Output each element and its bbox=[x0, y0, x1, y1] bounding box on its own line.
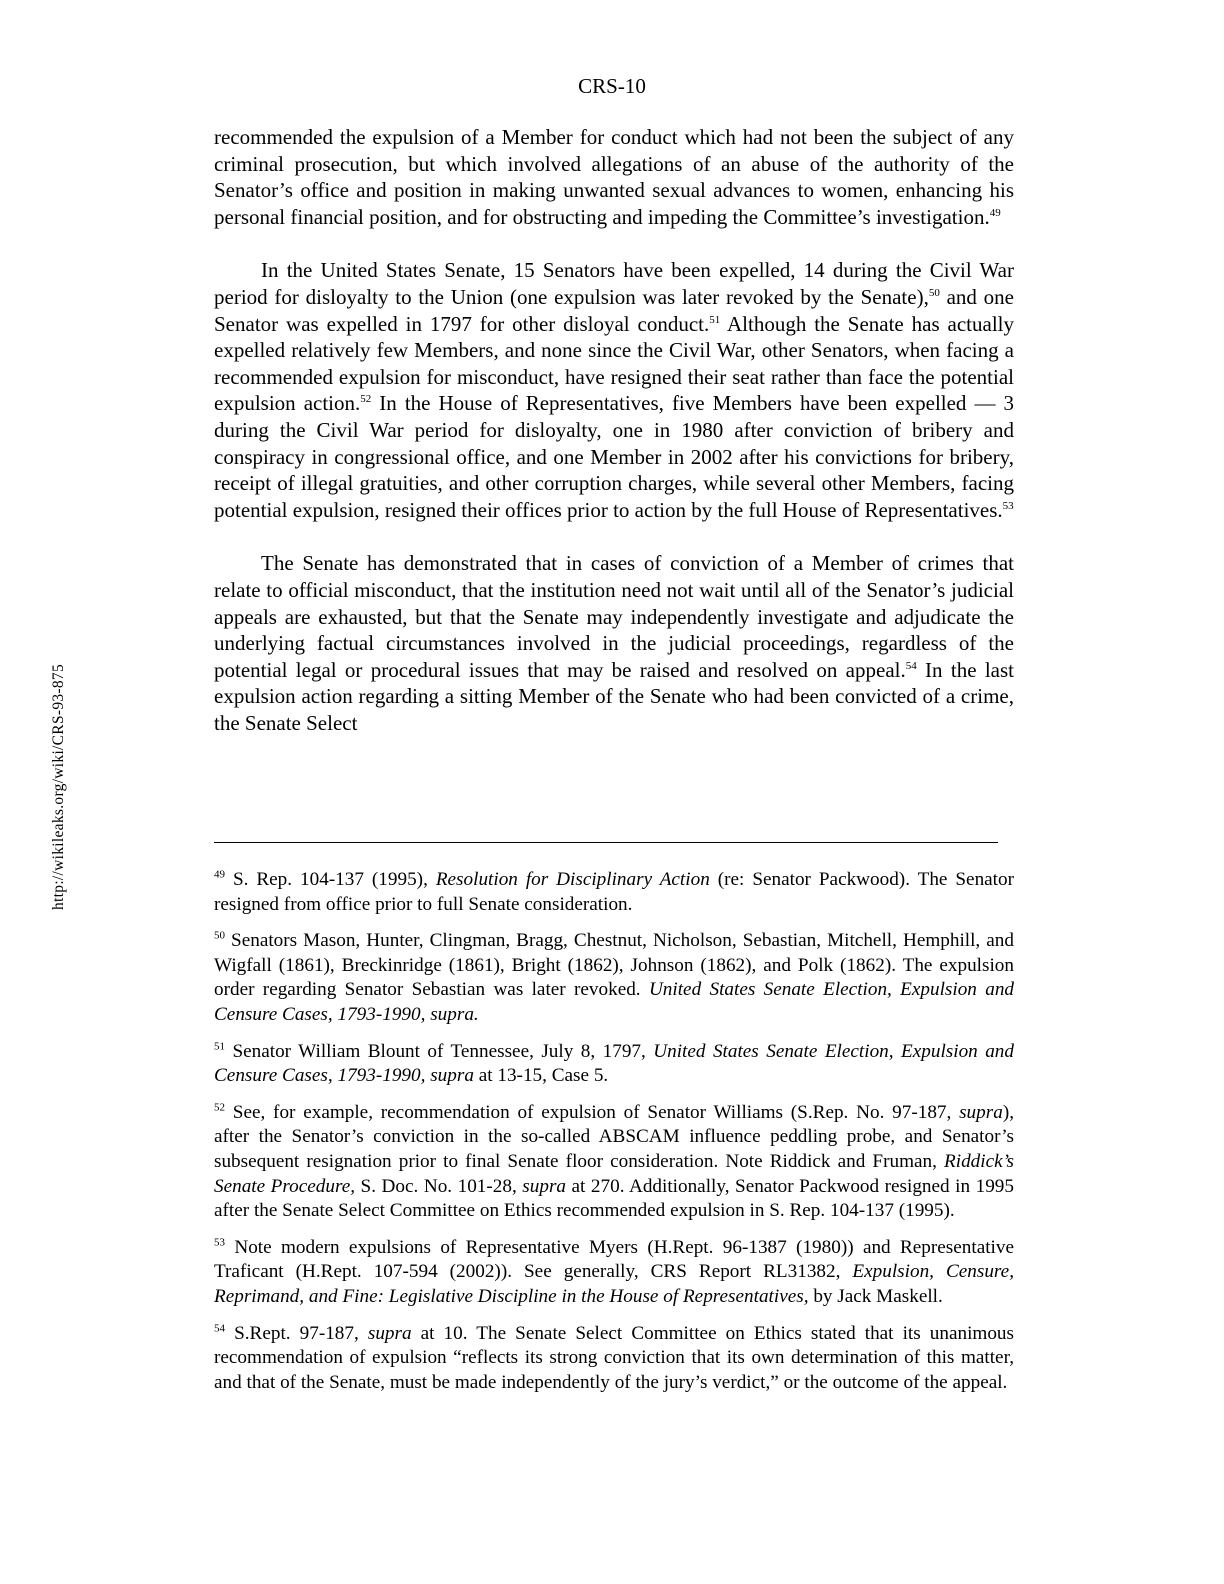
footnote-citation-title: supra bbox=[959, 1101, 1003, 1123]
footnote-number: 52 bbox=[214, 1101, 225, 1114]
footnote-49 bbox=[214, 868, 1014, 917]
page-header bbox=[0, 74, 1224, 99]
footnote-text: by Jack Maskell. bbox=[808, 1285, 943, 1307]
footnote-50 bbox=[214, 929, 1014, 1027]
footnote-citation-title: Resolution for Disciplinary Action bbox=[435, 869, 710, 890]
footnote-text: at 270. Additionally, Senator Packwood resigned in 1995 after the Senate Select Committee on Ethics recommended expulsion in S. Rep. 104-137 (1995). bbox=[214, 1175, 1014, 1222]
paragraph-text: The Senate has demonstrated that in cases of conviction of a Member of crimes that relate to official misconduct, that the institution need not wait until all of the Senator’s judicial appeals are exhausted, but that the Senate may independently investigate and adjudicate the underlying factual circumstances involved in the judicial proceedings, regardless of the potential legal or procedural issues that may be raised and resolved on appeal. bbox=[214, 551, 1014, 682]
footnote-citation-title: Riddick’s Senate Procedure, bbox=[214, 1150, 1014, 1197]
paragraph-text: In the United States Senate, 15 Senators have been expelled, 14 during the Civil War period for disloyalty to the Union (one expulsion was later revoked by the Senate), bbox=[214, 258, 1014, 309]
footnote-text: See, for example, recommendation of expulsion of Senator Williams (S.Rep. No. 97-187, bbox=[225, 1101, 960, 1123]
footnote-text: S. Rep. 104-137 (1995), bbox=[225, 869, 436, 890]
footnote-number: 54 bbox=[214, 1322, 225, 1335]
footnote-divider bbox=[214, 842, 998, 843]
footnote-text: at 13-15, Case 5. bbox=[473, 1065, 609, 1087]
footnote-citation-title: United States Senate Election, Expulsion and Censure Cases, 1793-1990, supra. bbox=[214, 979, 1015, 1025]
footnote-text: S.Rept. 97-187, bbox=[225, 1322, 368, 1344]
footnote-text: Senator William Blount of Tennessee, July 8, 1797, bbox=[225, 1040, 654, 1062]
footnotes bbox=[214, 868, 1014, 1407]
footnote-text: at 10. The Senate Select Committee on Ethics stated that its unanimous recommendation of expulsion “reflects its strong conviction that its own determination of this matter, and that of the Senate, must be made independently of the jury’s verdict,” or the outcome of the appeal. bbox=[214, 1322, 1014, 1393]
footnote-citation-title: supra bbox=[367, 1322, 412, 1344]
paragraph-text: recommended the expulsion of a Member for conduct which had not been the subject of any criminal prosecution, but which involved allegations of an abuse of the authority of the Senator’s office and position in making unwanted sexual advances to women, enhancing his personal financial position, and for obstructing and impeding the Committee’s investigation. bbox=[214, 125, 1014, 229]
footnote-ref-53[interactable]: 53 bbox=[1002, 499, 1014, 512]
footnote-text: (re: Senator Packwood). The Senator resigned from office prior to full Senate consideration. bbox=[214, 869, 1014, 915]
footnote-text: Note modern expulsions of Representative Myers (H.Rept. 96-1387 (1980)) and Representative Traficant (H.Rept. 107-594 (2002)). See generally, CRS Report RL31382, bbox=[214, 1236, 1014, 1283]
footnote-52 bbox=[214, 1101, 1014, 1224]
footnote-ref-54[interactable]: 54 bbox=[905, 659, 917, 672]
sidebar-source-url: http://wikileaks.org/wiki/CRS-93-875 bbox=[50, 663, 67, 910]
paragraph-text: and one Senator was expelled in 1797 for other disloyal conduct. bbox=[214, 284, 1014, 336]
footnote-citation-title: supra bbox=[522, 1175, 567, 1197]
paragraph-2 bbox=[214, 257, 1014, 523]
footnote-text: ), after the Senator’s conviction in the so-called ABSCAM influence peddling probe, and Senator’s subsequent resignation prior to final Senate floor consideration. Note Riddick and Fruman, bbox=[214, 1101, 1014, 1172]
footnote-54 bbox=[214, 1322, 1014, 1396]
footnote-text: Senators Mason, Hunter, Clingman, Bragg, Chestnut, Nicholson, Sebastian, Mitchell, Hemphill, and Wigfall (1861), Breckinridge (1861), Bright (1862), Johnson (1862), and Polk (1862). The expulsion order regarding Senator Sebastian was later revoked. bbox=[214, 930, 1014, 1001]
footnote-citation-title: Expulsion, Censure, Reprimand, and Fine: Legislative Discipline in the House of Representatives, bbox=[214, 1261, 1014, 1307]
footnote-ref-52[interactable]: 52 bbox=[360, 393, 372, 406]
body-text bbox=[214, 124, 1014, 763]
footnote-ref-49[interactable]: 49 bbox=[989, 206, 1001, 219]
footnote-number: 49 bbox=[214, 868, 225, 881]
footnote-text: S. Doc. No. 101-28, bbox=[355, 1175, 523, 1197]
footnote-51 bbox=[214, 1040, 1014, 1089]
footnote-citation-title: United States Senate Election, Expulsion and Censure Cases, 1793-1990, supra bbox=[214, 1040, 1014, 1087]
footnote-ref-51[interactable]: 51 bbox=[709, 313, 721, 326]
paragraph-text: In the House of Representatives, five Members have been expelled — 3 during the Civil War period for disloyalty, one in 1980 after conviction of bribery and conspiracy in congressional office, and one Member in 2002 after his convictions for bribery, receipt of illegal gratuities, and other corruption charges, while several other Members, facing potential expulsion, resigned their offices prior to action by the full House of Representatives. bbox=[214, 391, 1014, 522]
paragraph-3 bbox=[214, 550, 1014, 736]
paragraph-text: In the last expulsion action regarding a sitting Member of the Senate who had been convicted of a crime, the Senate Select bbox=[214, 657, 1014, 735]
footnote-number: 50 bbox=[214, 929, 225, 942]
footnote-number: 53 bbox=[214, 1236, 225, 1249]
footnote-ref-50[interactable]: 50 bbox=[928, 286, 940, 299]
footnote-53 bbox=[214, 1236, 1014, 1310]
paragraph-1 bbox=[214, 124, 1014, 230]
footnote-number: 51 bbox=[214, 1040, 225, 1053]
page-number: CRS-10 bbox=[578, 74, 646, 98]
paragraph-text: Although the Senate has actually expelled relatively few Members, and none since the Civil War, other Senators, when facing a recommended expulsion for misconduct, have resigned their seat rather than face the potential expulsion action. bbox=[214, 311, 1014, 416]
